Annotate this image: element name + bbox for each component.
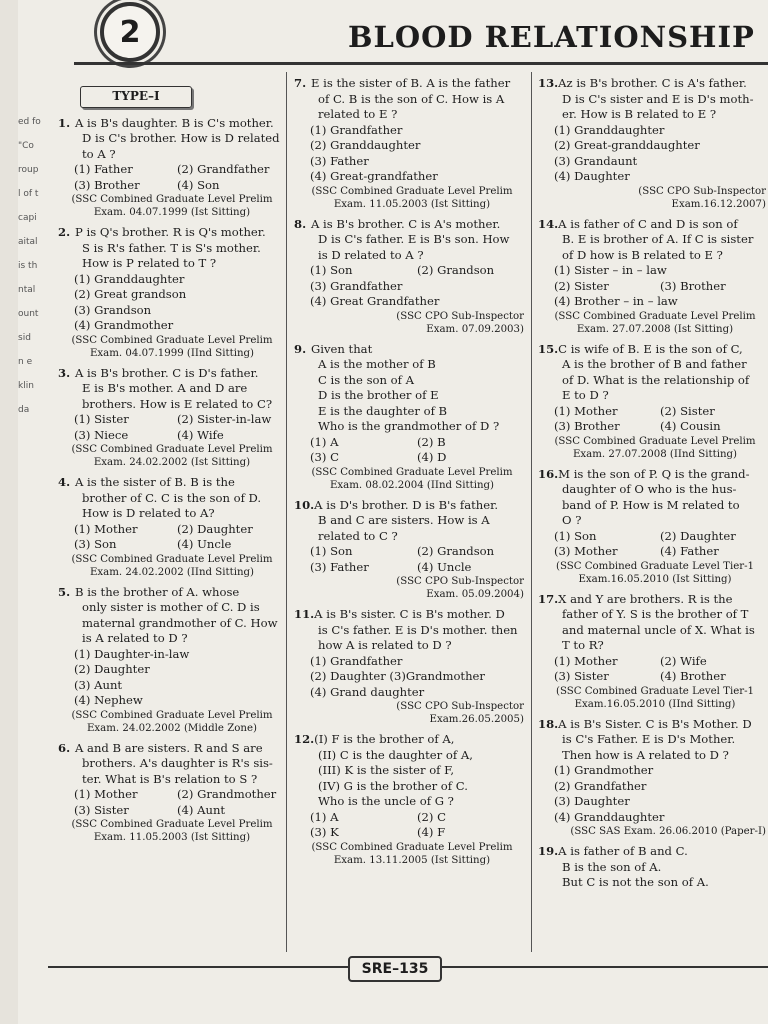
option: (2) Grandfather <box>554 778 647 793</box>
section-type-label: TYPE–I <box>80 86 192 108</box>
option: (2) Daughter (3)Grandmother <box>310 669 485 683</box>
option: (4) Uncle <box>417 559 472 574</box>
option: (2) Grandfather <box>177 162 270 176</box>
options <box>538 123 766 185</box>
question-19: 19. A is father of B and C. B is the son of A. But C is not the son of A. <box>538 844 709 889</box>
question-7: 7. E is the sister of B. A is the father of C. B is the son of C. How is A related to E ? (1) Grandfather (2) Granddaughter (3) Father (4) Great-grandfather (SSC Combined Graduate Level Prelim Exam. 11.05.2003 (Ist Sitting) <box>294 76 524 211</box>
option: (3) Sister <box>554 669 609 683</box>
book-page <box>18 0 768 1024</box>
question-13: 13. Az is B's brother. C is A's father. D is C's sister and E is D's moth- er. How is B related to E ? (1) Granddaughter (2) Great-granddaughter (3) Grandaunt (4) Daughter (SSC CPO Sub-Inspector Exam.16.12.2007) <box>538 76 766 210</box>
options <box>294 123 524 185</box>
options <box>538 263 766 279</box>
option: (3) Mother <box>554 544 618 558</box>
option: (4) Granddaughter <box>554 809 665 824</box>
question-10: 10. A is D's brother. D is B's father. B and C are sisters. How is A related to C ? (1) Son (2) Grandson (3) Father (4) Uncle (SSC CPO Sub-Inspector Exam. 05.09.2004) <box>294 497 524 600</box>
option: (2) Daughter <box>660 528 736 543</box>
option: (1) Son <box>310 263 353 277</box>
exam-source: (SSC CPO Sub-Inspector Exam. 07.09.2003) <box>396 310 524 335</box>
exam-source: (SSC CPO Sub-Inspector Exam.16.12.2007) <box>638 185 766 210</box>
option: (2) Daughter <box>74 662 150 676</box>
option: (2) Great-granddaughter <box>554 138 700 152</box>
exam-source: (SSC SAS Exam. 26.06.2010 (Paper-I) <box>570 826 766 837</box>
option: (1) Father <box>74 162 133 176</box>
options <box>538 763 766 825</box>
options <box>58 272 280 334</box>
options <box>294 810 524 841</box>
option: (4) Daughter <box>554 169 630 183</box>
option: (3) Aunt <box>74 677 123 692</box>
option: (3) Father <box>310 559 369 574</box>
option: (3) C <box>310 450 339 464</box>
question-8: 8. A is B's brother. C is A's mother. D is C's father. E is B's son. How is D related to A ? (1) Son (2) Grandson (3) Grandfather (4) Great Grandfather (SSC CPO Sub-Inspector Exam. 07.09.2003) <box>294 216 524 335</box>
exam-source: (SSC CPO Sub-Inspector Exam.26.05.2005) <box>396 701 524 725</box>
option: (2) Wife <box>660 653 707 668</box>
option: (4) Brother <box>660 669 726 683</box>
exam-source: (SSC Combined Graduate Level Prelim Exam. 13.11.2005 (Ist Sitting) <box>311 841 513 866</box>
option: (3) Grandson <box>74 302 152 317</box>
chapter-number-badge: 2 <box>100 2 160 62</box>
option: (4) Son <box>177 177 220 192</box>
options <box>58 647 280 709</box>
option: (4) Aunt <box>177 802 226 817</box>
option: (2) Sister-in-law <box>177 412 272 426</box>
option: (3) Sister <box>74 802 129 817</box>
question-6: 6. A and B are sisters. R and S are brothers. A's daughter is R's sis- ter. What is B's relation to S ? (1) Mother (2) Grandmother (3) Sister (4) Aunt (SSC Combined Graduate Level Prelim Exam. 11.05.2003 (Ist Sitting) <box>58 741 280 845</box>
column-2 <box>294 76 524 873</box>
exam-source: (SSC Combined Graduate Level Prelim Exam. 24.02.2002 (Ist Sitting) <box>71 444 273 468</box>
option: (3) Brother <box>554 419 620 433</box>
option: (1) Granddaughter <box>74 271 185 286</box>
option: (1) Sister – in – law <box>554 263 667 277</box>
option: (4) F <box>417 825 446 839</box>
question-12: 12. (I) F is the brother of A, (II) C is the daughter of A, (III) K is the sister of F, (IV) G is the brother of C. Who is the uncle of G ? (1) A (2) C (3) K (4) F (SSC Combined Graduate Level Prelim Exam. 13.11.2005 (Ist Sitting) <box>294 732 524 867</box>
option: (3) Brother <box>660 278 726 293</box>
question-16: 16. M is the son of P. Q is the grand- daughter of O who is the hus- band of P. How is M related to O ? (1) Son (2) Daughter (3) Mother (4) Father (SSC Combined Graduate Level Tier-1 Exam.16.05.2010 (Ist Sitting) <box>538 467 766 586</box>
question-3: 3. A is B's brother. C is D's father. E is B's mother. A and D are brothers. How is E related to C? (1) Sister (2) Sister-in-law (3) Niece (4) Wife (SSC Combined Graduate Level Prelim Exam. 24.02.2002 (Ist Sitting) <box>58 366 280 470</box>
margin-bleed-text: ed fo "Co roup l of t capi aital is th ntal ount sid n e klin da <box>18 117 41 415</box>
question-18: 18. A is B's Sister. C is B's Mother. D is C's Father. E is D's Mother. Then how is A related to D ? (1) Grandmother (2) Grandfather (3) Daughter (4) Granddaughter (SSC SAS Exam. 26.06.2010 (Paper-I) <box>538 716 766 837</box>
option: (4) Grand daughter <box>310 684 425 699</box>
option: (2) C <box>417 809 446 824</box>
options <box>58 787 280 818</box>
option: (1) A <box>310 809 339 824</box>
question-15: 15. C is wife of B. E is the son of C, A is the brother of B and father of D. What is the relationship of E to D ? (1) Mother (2) Sister (3) Brother (4) Cousin (SSC Combined Graduate Level Prelim Exam. 27.07.2008 (IInd Sitting) <box>538 342 766 461</box>
options <box>538 654 766 685</box>
option: (4) Cousin <box>660 419 721 433</box>
question-17: 17. X and Y are brothers. R is the father of Y. S is the brother of T and maternal uncle of X. What is T to R? (1) Mother (2) Wife (3) Sister (4) Brother (SSC Combined Graduate Level Tier-1 Exam.16.05.2010 (IInd Sitting) <box>538 592 766 711</box>
options <box>538 294 766 310</box>
question-11: 11. A is B's sister. C is B's mother. D is C's father. E is D's mother. then how A is related to D ? (1) Grandfather (2) Daughter (3)Grandmother (4) Grand daughter (SSC CPO Sub-Inspector Exam.26.05.2005) <box>294 607 524 725</box>
options <box>294 263 524 279</box>
options <box>58 412 280 443</box>
option: (3) Father <box>310 153 369 168</box>
chapter-title: BLOOD RELATIONSHIP <box>348 20 755 54</box>
exam-source: (SSC Combined Graduate Level Prelim Exam. 04.07.1999 (Ist Sitting) <box>71 194 273 218</box>
exam-source: (SSC Combined Graduate Level Prelim Exam. 11.05.2003 (Ist Sitting) <box>71 819 273 843</box>
option: (4) Great Grandfather <box>310 294 440 308</box>
options <box>294 654 524 701</box>
option: (4) Great-grandfather <box>310 169 438 183</box>
page-number: SRE–135 <box>348 956 442 982</box>
option: (1) Mother <box>554 653 618 668</box>
option: (1) Grandmother <box>554 763 654 777</box>
option: (1) Mother <box>554 403 618 418</box>
exam-source: (SSC Combined Graduate Level Prelim Exam. 08.02.2004 (IInd Sitting) <box>311 466 513 491</box>
option: (4) Nephew <box>74 693 143 707</box>
question-1: 1. A is B's daughter. B is C's mother. D is C's brother. How is D related to A ? (1) Father (2) Grandfather (3) Brother (4) Son (SSC Combined Graduate Level Prelim Exam. 04.07.1999 (Ist Sitting) <box>58 115 280 218</box>
option: (3) Son <box>74 537 117 551</box>
question-5: 5. B is the brother of A. whose only sister is mother of C. D is maternal grandmother of C. How is A related to D ? (1) Daughter-in-law (2) Daughter (3) Aunt (4) Nephew (SSC Combined Graduate Level Prelim Exam. 24.02.2002 (Middle Zone) <box>58 585 280 735</box>
options <box>538 279 766 295</box>
options <box>58 162 280 193</box>
exam-source: (SSC CPO Sub-Inspector Exam. 05.09.2004) <box>396 576 524 600</box>
question-14: 14. A is father of C and D is son of B. E is brother of A. If C is sister of D how is B related to E ? (1) Sister – in – law (2) Sister (3) Brother (4) Brother – in – law (SSC Combined Graduate Level Prelim Exam. 27.07.2008 (Ist Sitting) <box>538 217 766 336</box>
option: (3) K <box>310 825 339 839</box>
option: (1) Daughter-in-law <box>74 646 190 661</box>
option: (4) D <box>417 450 447 464</box>
exam-source: (SSC Combined Graduate Level Prelim Exam. 27.07.2008 (IInd Sitting) <box>554 435 756 460</box>
option: (4) Uncle <box>177 537 232 551</box>
column-1 <box>58 76 280 850</box>
option: (1) Grandfather <box>310 122 403 137</box>
options <box>294 279 524 310</box>
options <box>294 544 524 575</box>
option: (1) Mother <box>74 787 138 801</box>
options <box>294 435 524 466</box>
exam-source: (SSC Combined Graduate Level Prelim Exam. 27.07.2008 (Ist Sitting) <box>554 310 756 335</box>
option: (2) Great grandson <box>74 287 187 301</box>
option: (1) Mother <box>74 521 138 536</box>
options <box>538 529 766 560</box>
column-divider <box>286 72 287 952</box>
option: (2) B <box>417 434 446 449</box>
option: (3) Grandaunt <box>554 153 638 168</box>
option: (3) Niece <box>74 427 129 442</box>
header-rule <box>74 62 768 65</box>
option: (3) Daughter <box>554 794 630 808</box>
option: (1) Sister <box>74 412 129 426</box>
exam-source: (SSC Combined Graduate Level Tier-1 Exam.16.05.2010 (IInd Sitting) <box>555 685 755 710</box>
question-9: 9. Given that A is the mother of B C is the son of A D is the brother of E E is the daughter of B Who is the grandmother of D ? (1) A (2) B (3) C (4) D (SSC Combined Graduate Level Prelim Exam. 08.02.2004 (IInd Sitting) <box>294 342 524 492</box>
option: (1) Grandfather <box>310 653 403 668</box>
option: (1) A <box>310 434 339 449</box>
options <box>58 522 280 553</box>
exam-source: (SSC Combined Graduate Level Prelim Exam. 24.02.2002 (Middle Zone) <box>71 709 273 734</box>
question-4: 4. A is the sister of B. B is the brother of C. C is the son of D. How is D related to A? (1) Mother (2) Daughter (3) Son (4) Uncle (SSC Combined Graduate Level Prelim Exam. 24.02.2002 (IInd Sitting) <box>58 475 280 579</box>
options <box>538 404 766 435</box>
option: (2) Sister <box>554 278 609 293</box>
option: (1) Granddaughter <box>554 122 665 137</box>
column-3 <box>538 76 766 893</box>
option: (4) Grandmother <box>74 318 174 332</box>
option: (2) Grandmother <box>177 787 277 801</box>
option: (3) Brother <box>74 177 140 192</box>
option: (3) Grandfather <box>310 278 403 293</box>
exam-source: (SSC Combined Graduate Level Prelim Exam. 24.02.2002 (IInd Sitting) <box>71 553 273 578</box>
exam-source: (SSC Combined Graduate Level Prelim Exam. 11.05.2003 (Ist Sitting) <box>311 185 513 210</box>
option: (1) Son <box>554 528 597 543</box>
exam-source: (SSC Combined Graduate Level Prelim Exam. 04.07.1999 (IInd Sitting) <box>71 334 273 359</box>
option: (4) Father <box>660 544 719 558</box>
option: (1) Son <box>310 544 353 558</box>
column-divider <box>531 72 532 952</box>
option: (2) Granddaughter <box>310 138 421 152</box>
option: (2) Daughter <box>177 521 253 536</box>
exam-source: (SSC Combined Graduate Level Tier-1 Exam.16.05.2010 (Ist Sitting) <box>555 560 755 585</box>
option: (2) Grandson <box>417 544 495 558</box>
option: (2) Sister <box>660 403 715 418</box>
option: (2) Grandson <box>417 263 495 277</box>
option: (4) Wife <box>177 427 224 442</box>
option: (4) Brother – in – law <box>554 294 678 308</box>
question-2: 2. P is Q's brother. R is Q's mother. S is R's father. T is S's mother. How is P related to T ? (1) Granddaughter (2) Great grandson (3) Grandson (4) Grandmother (SSC Combined Graduate Level Prelim Exam. 04.07.1999 (IInd Sitting) <box>58 225 280 360</box>
